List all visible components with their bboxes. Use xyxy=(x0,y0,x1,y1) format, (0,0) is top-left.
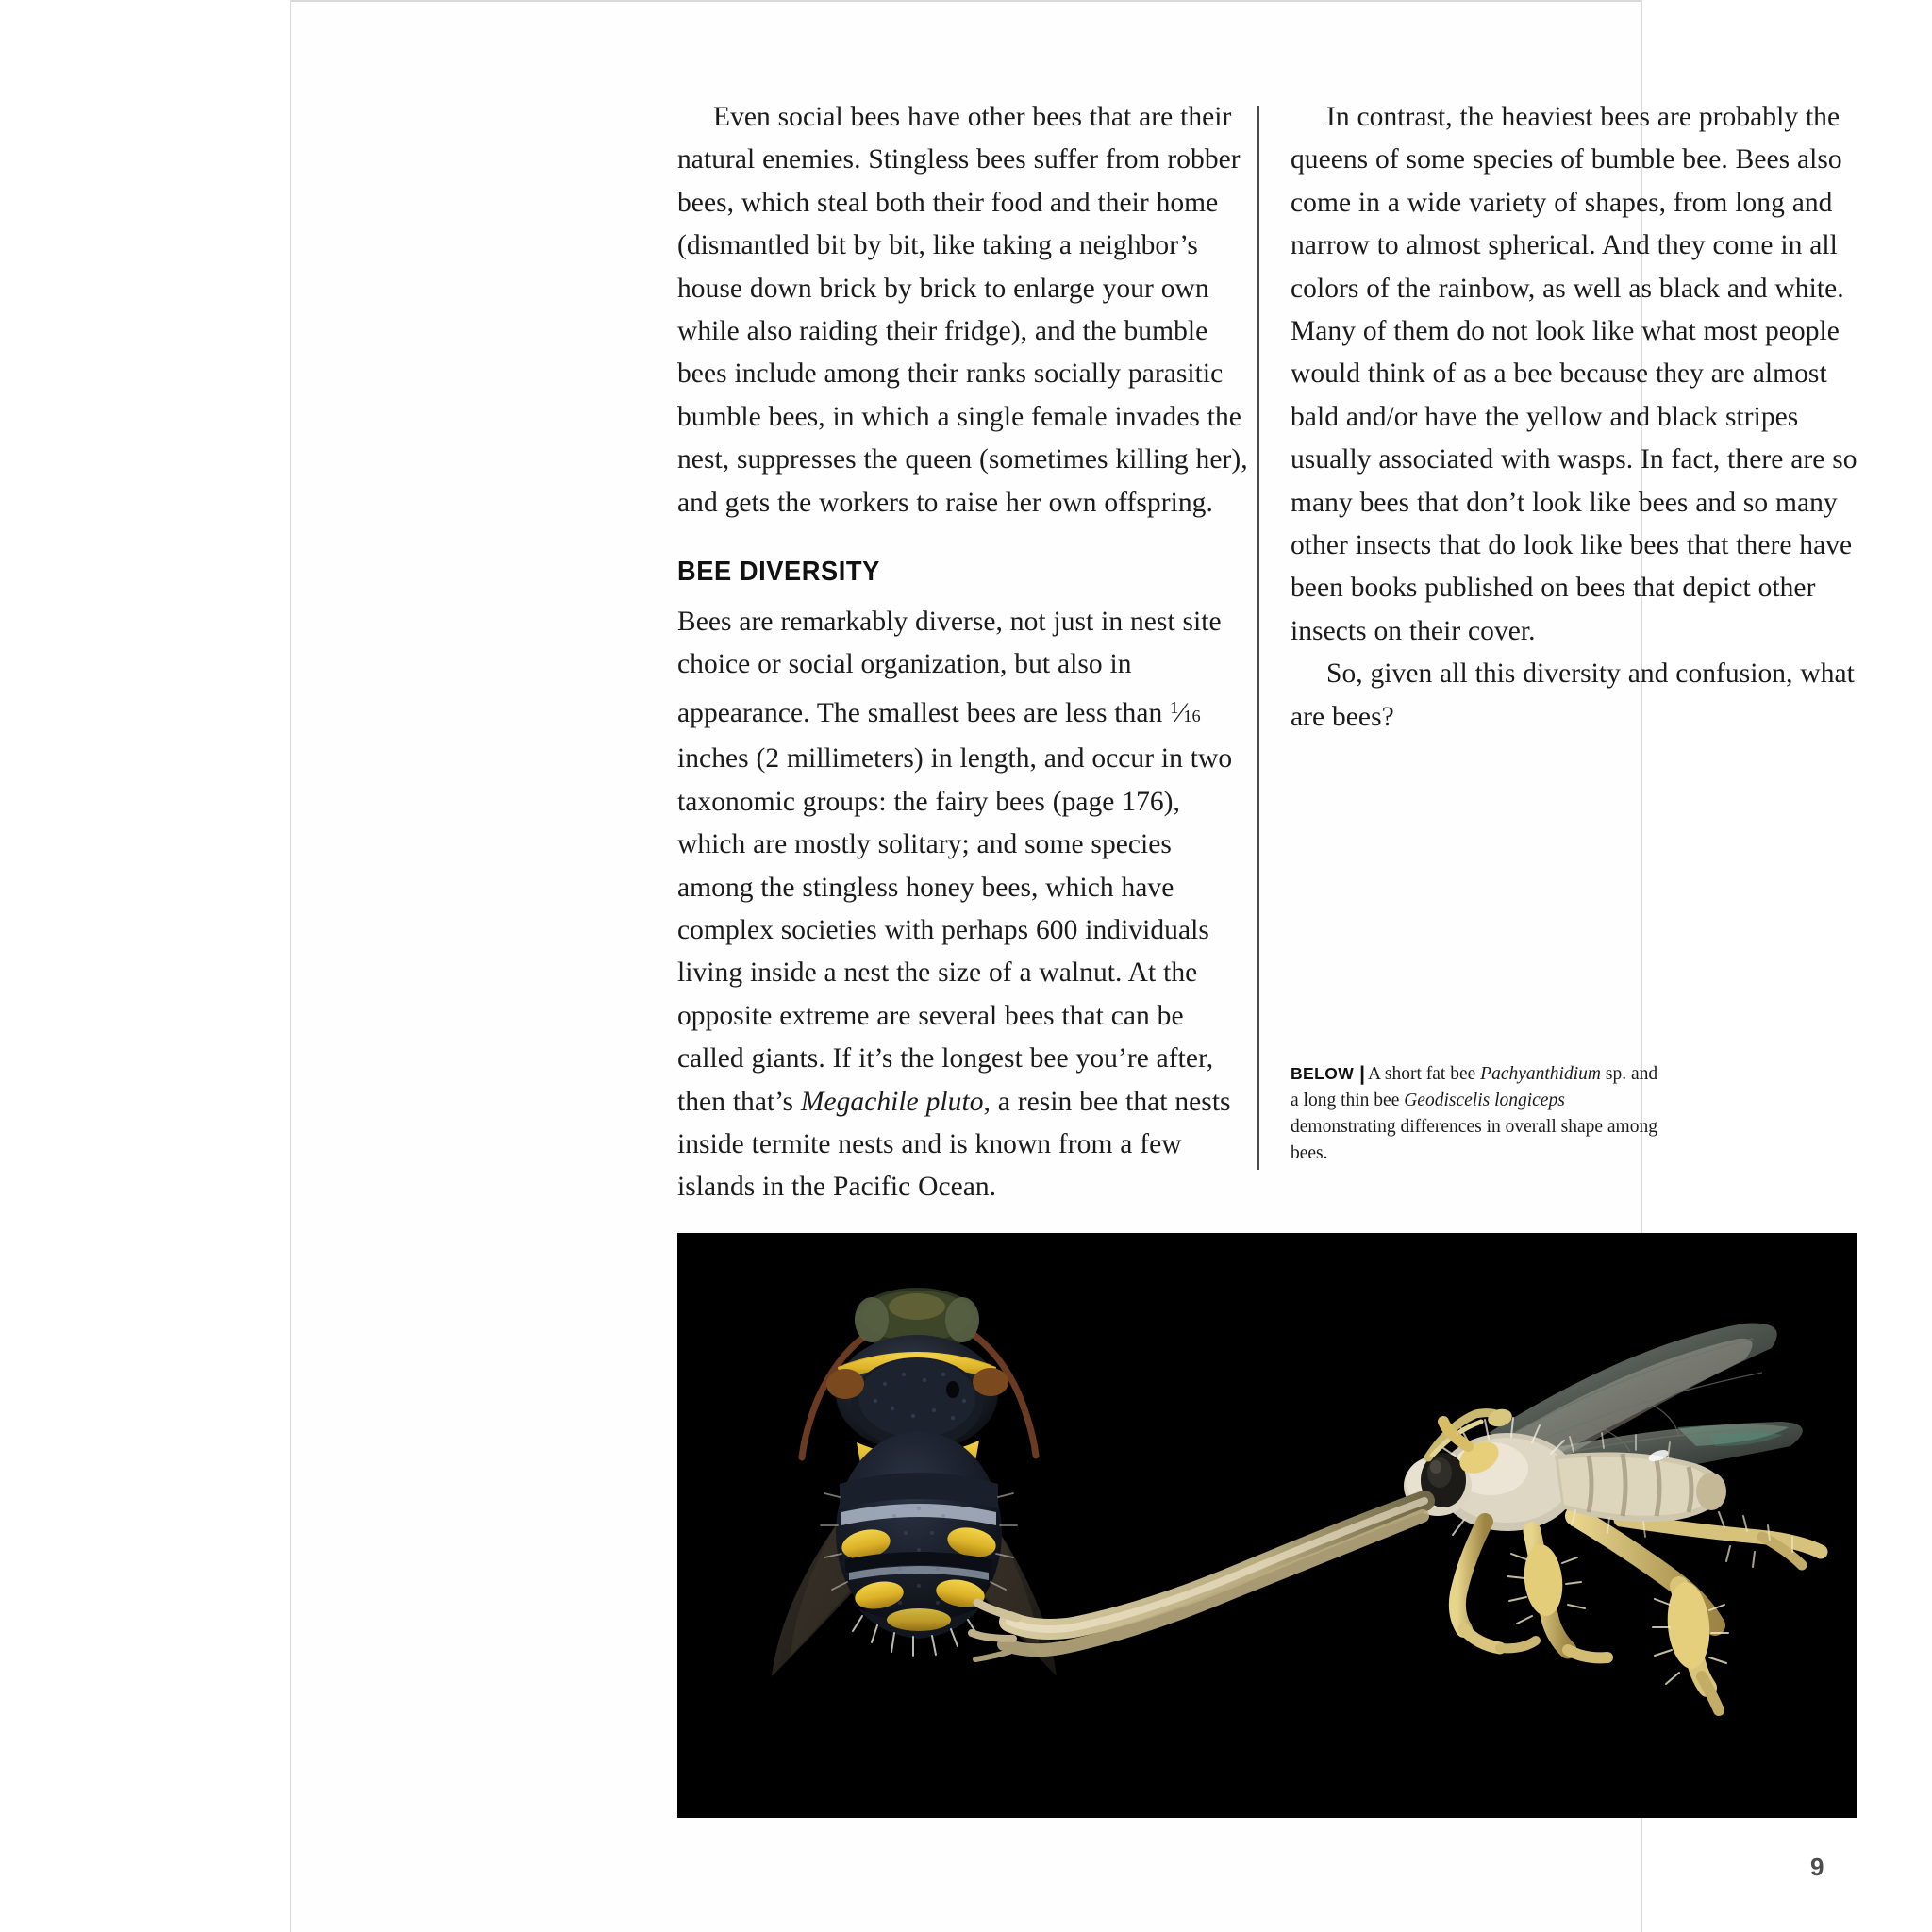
diversity-text-part-2: inches (2 millimeters) in length, and occur in two taxonomic groups: the fairy bees (page 176), which are mostly solitary; and some species among the stingless honey bees, which have complex societies with perhaps 600 individuals living inside a nest the size of a walnut. At the opposite extreme are several bees that can be called giants. If it’s the longest bee you’re after, then that’s xyxy=(677,743,1233,1117)
caption-species-geodiscelis-longiceps: Geodiscelis longiceps xyxy=(1404,1091,1565,1110)
figure-caption xyxy=(1291,1060,1663,1167)
fraction-numerator: 1 xyxy=(1170,697,1179,717)
diversity-text-part-3: , a resin bee that nests inside termite nests and is known from a few islands in the Pacific Ocean. xyxy=(677,1086,1231,1203)
fraction-denominator: 16 xyxy=(1183,707,1201,726)
left-text-column xyxy=(677,96,1255,1209)
right-paragraph-2: So, given all this diversity and confusion, what are bees? xyxy=(1291,658,1855,732)
text-columns xyxy=(677,96,1857,1203)
caption-text-part-1: A short fat bee xyxy=(1368,1064,1481,1084)
bee-comparison-photograph xyxy=(677,1233,1857,1818)
right-paragraph-1: In contrast, the heaviest bees are probably the queens of some species of bumble bee. Bees also come in a wide variety of shapes, from long and narrow to almost spherical. And they come in all colors of the rainbow, as well as black and white. Many of them do not look like what most people would think of as a bee because they are almost bald and/or have the yellow and black stripes usually associated with wasps. In fact, there are so many bees that don’t look like bees and so many other insects that do look like bees that there have been books published on bees that depict other insects on their cover. xyxy=(1291,102,1857,646)
caption-species-pachyanthidium: Pachyanthidium xyxy=(1480,1064,1601,1084)
caption-kicker-below: BELOW xyxy=(1291,1064,1355,1083)
species-name-megachile-pluto: Megachile pluto xyxy=(800,1086,984,1117)
caption-text-part-3: demonstrating differences in overall shape among bees. xyxy=(1291,1117,1657,1163)
caption-separator-bar: | xyxy=(1359,1063,1366,1085)
diversity-text-part-1: Bees are remarkably diverse, not just in nest site choice or social organization, but also in appearance. The smallest bees are less than xyxy=(677,607,1222,729)
section-heading-bee-diversity: BEE DIVERSITY xyxy=(677,557,880,588)
fraction-slash: ⁄ xyxy=(1178,698,1184,729)
caption-text-part-2: sp. and a long thin bee xyxy=(1291,1064,1658,1110)
right-text-column xyxy=(1291,96,1868,739)
page-number-folio: 9 xyxy=(1810,1853,1824,1881)
fraction-one-sixteenth xyxy=(1170,698,1201,728)
photograph-artwork xyxy=(677,1233,1857,1818)
page-sheet xyxy=(290,0,1857,1932)
left-paragraph-1: Even social bees have other bees that are their natural enemies. Stingless bees suffer from robber bees, which steal both their food and their home (dismantled bit by bit, like taking a neighbor’s house down brick by brick to enlarge your own while also raiding their fridge), and the bumble bees include among their ranks socially parasitic bumble bees, in which a single female invades the nest, suppresses the queen (sometimes killing her), and gets the workers to raise her own offspring. xyxy=(677,102,1248,518)
left-paragraph-2 xyxy=(677,601,1255,1209)
